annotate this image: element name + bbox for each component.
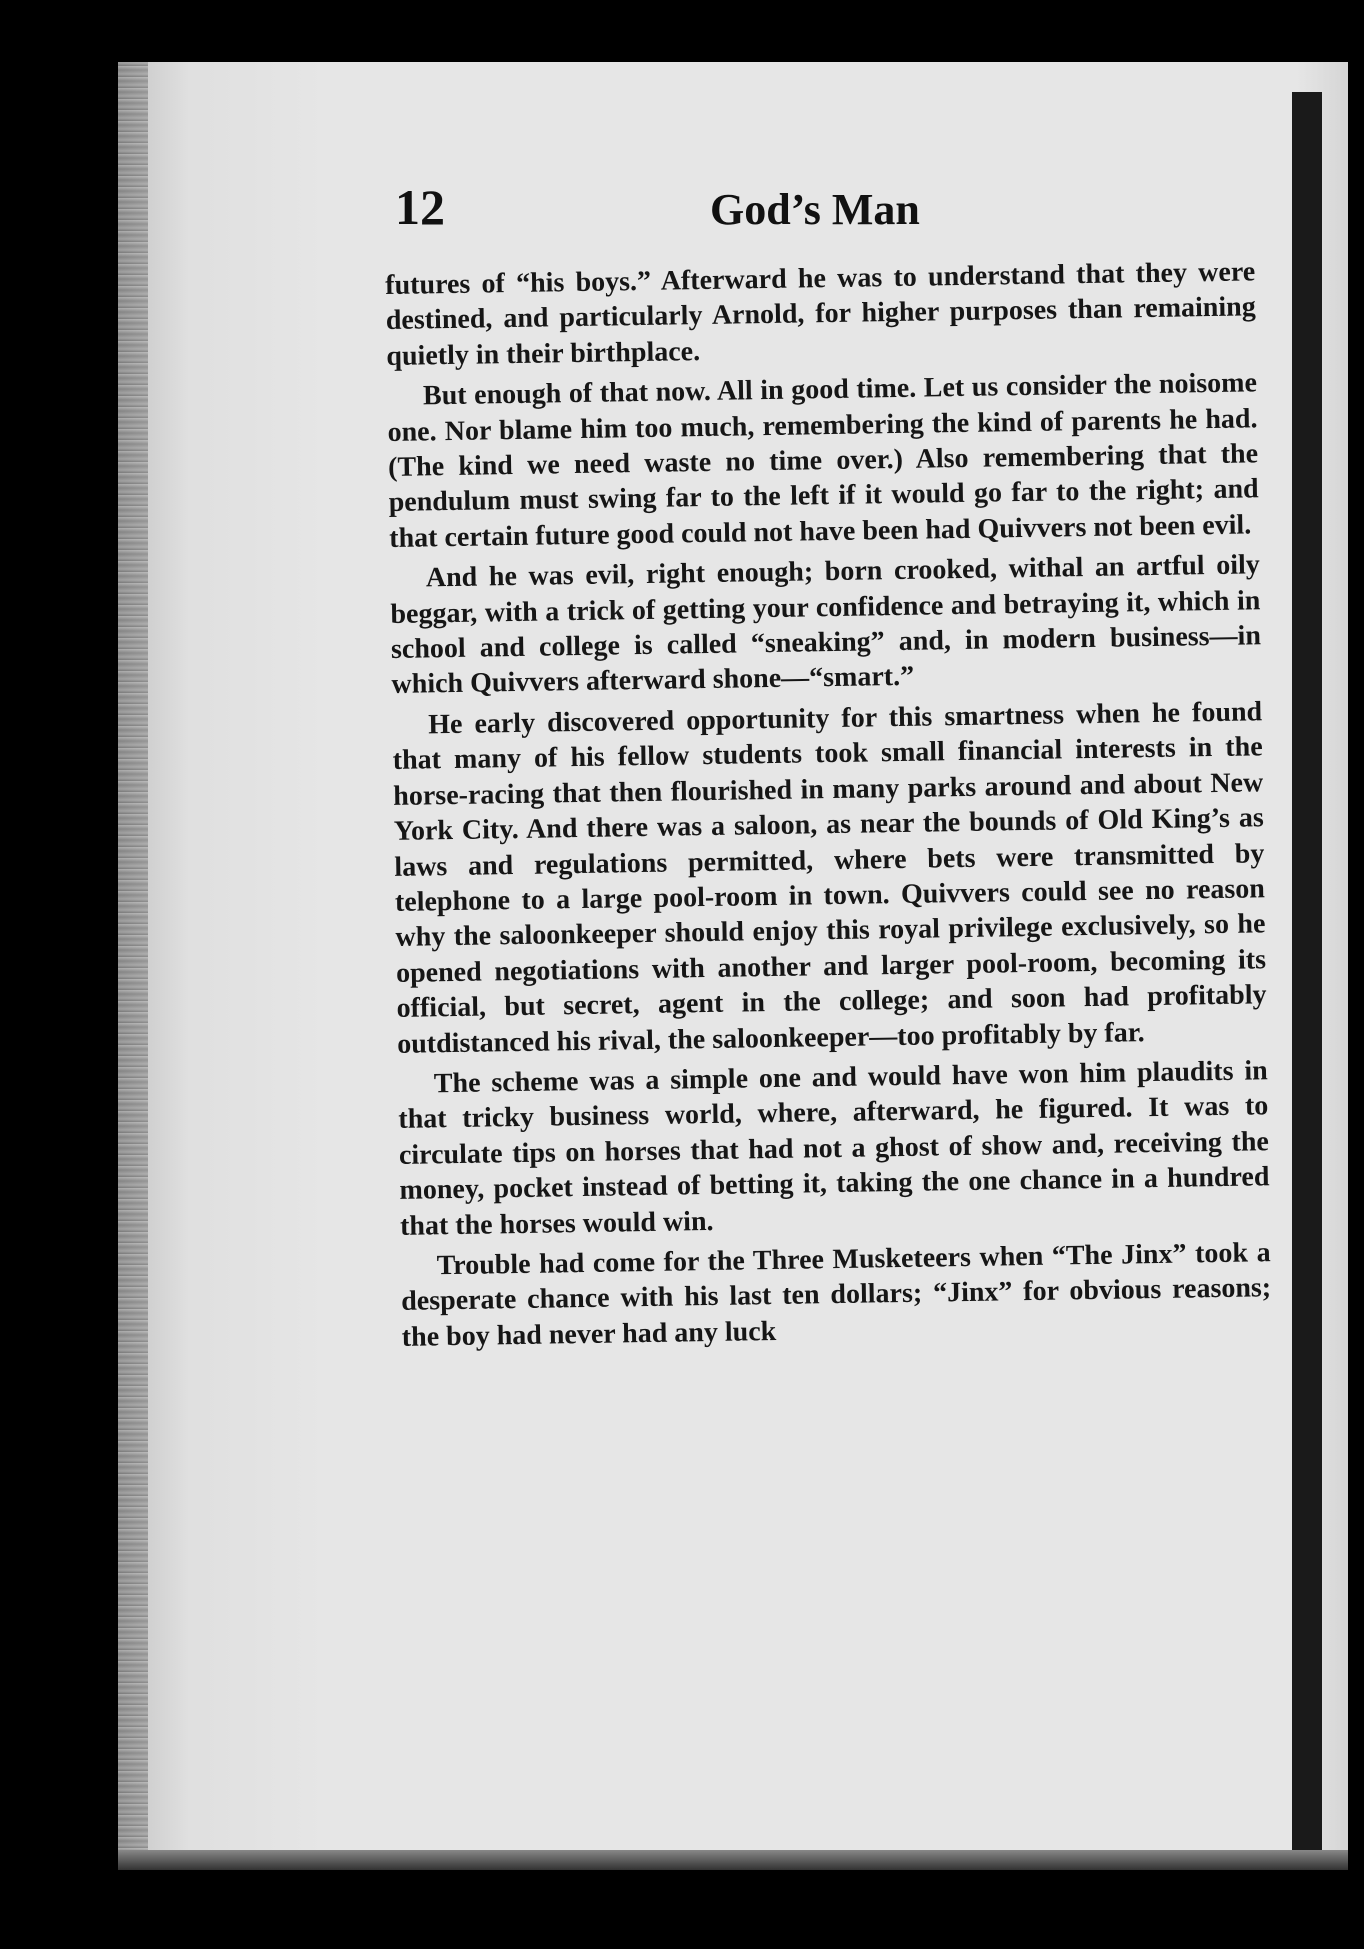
running-title: God’s Man xyxy=(710,185,920,234)
paragraph: Trouble had come for the Three Musketeers when “The Jinx” took a desperate chance with his last ten dollars; “Jinx” for obvious reasons; the boy had never had any luck xyxy=(400,1237,1272,1353)
paragraph: And he was evil, right enough; born crooked, withal an artful oily beggar, with a trick of getting your confidence and betraying it, which in school and college is called “sneaking” and, in modern business—in which Quivvers afterward shone—“smart.” xyxy=(390,549,1262,701)
body-text xyxy=(385,254,1272,1355)
paragraph: The scheme was a simple one and would have won him plaudits in that tricky business world, where, afterward, he figured. It was to circulate tips on horses that had not a ghost of show and, receiving the money, pocket instead of betting it, taking the one chance in a hundred that the horses would win. xyxy=(398,1055,1270,1242)
paragraph: But enough of that now. All in good time. Let us consider the noisome one. Nor blame him too much, remembering the kind of parents he had. (The kind we need waste no time over.) Also remembering that the pendulum must swing far to the left if it would go far to the right; and that certain future good could not have been had Quivvers not been evil. xyxy=(387,367,1259,554)
page-header xyxy=(385,178,1025,238)
paragraph: He early discovered opportunity for this smartness when he found that many of his fellow students took small financial interests in the horse-racing that then flourished in many parks around and about New York City. And there was a saloon, as near the bounds of Old King’s as laws and regulations permitted, where bets were transmitted by telephone to a large pool-room in town. Quivvers could see no reason why the saloonkeeper should enjoy this royal privilege exclusively, so he opened negotiations with another and larger pool-room, becoming its official, but secret, agent in the college; and soon had profitably outdistanced his rival, the saloonkeeper—too profitably by far. xyxy=(392,696,1267,1060)
page-bottom-edge xyxy=(118,1850,1348,1870)
page-number: 12 xyxy=(395,179,445,235)
paragraph: futures of “his boys.” Afterward he was to understand that they were destined, and particularly Arnold, for higher purposes than remaining quietly in their birthplace. xyxy=(385,256,1256,372)
page-gutter xyxy=(118,62,148,1870)
page-edge-shadow xyxy=(1292,92,1322,1870)
